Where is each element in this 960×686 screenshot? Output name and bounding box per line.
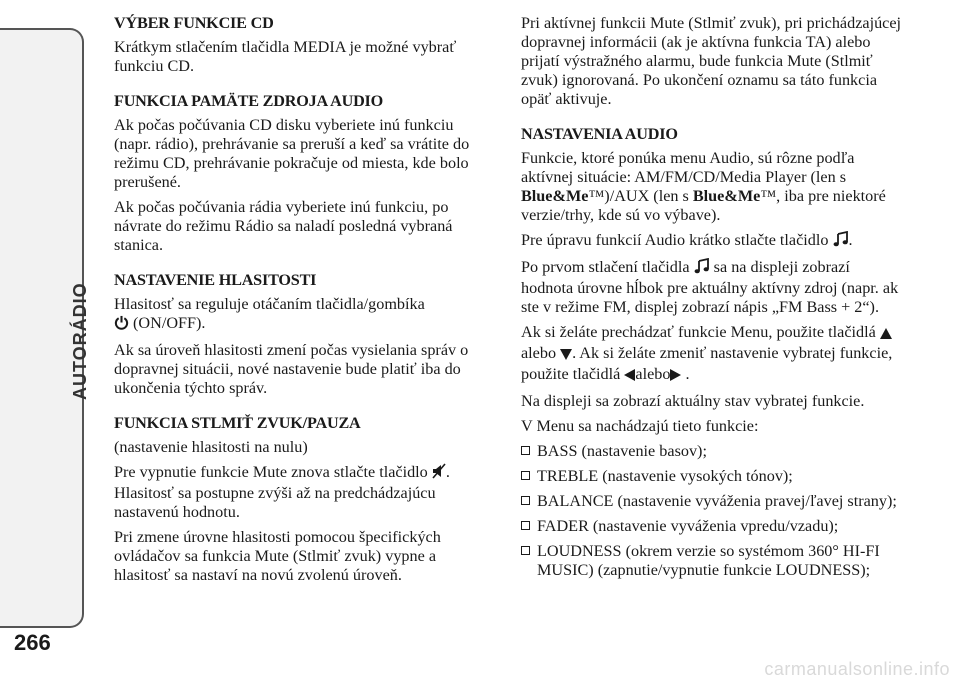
checkbox-bullet-icon <box>521 496 530 505</box>
mute-icon <box>432 463 446 484</box>
list-item <box>521 442 906 461</box>
sidebar <box>0 0 88 686</box>
audio-4-or-2: alebo <box>635 365 671 383</box>
list-item <box>521 467 906 486</box>
paragraph-memory-2: Ak počas počúvania rádia vyberiete inú funkciu, po návrate do režimu Rádio sa naladí posledná vybraná stanica. <box>114 198 453 254</box>
list-item <box>521 492 906 511</box>
audio-3-text-b: sa na displeji zobrazí hodnota úrovne hĺbok pre aktuálny aktívny zdroj (napr. ak ste v režime FM, displej zobrazí nápis „FM Bass + 2“). <box>521 258 899 316</box>
checkbox-bullet-icon <box>521 521 530 530</box>
blue-me-2: Blue&Me <box>692 187 761 205</box>
audio-4-or-1: alebo <box>521 344 557 362</box>
list-item <box>521 517 906 536</box>
paragraph-audio-2 <box>521 231 906 252</box>
audio-2-text-b: . <box>848 231 853 249</box>
list-item-text: LOUDNESS (okrem verzie so systémom 360° HI-FI MUSIC) (zapnutie/vypnutie funkcie LOUDNESS); <box>537 542 880 579</box>
audio-text-a: Funkcie, ktoré ponúka menu Audio, sú rôzne podľa aktívnej situácie: AM/FM/CD/Media Player (len s <box>521 149 855 186</box>
triangle-up-icon <box>880 325 892 344</box>
audio-text-c: ™)/AUX (len s <box>588 187 689 205</box>
music-note-icon <box>833 231 849 252</box>
audio-4-text-a: Ak si želáte prechádzať funkcie Menu, použite tlačidlá <box>521 323 876 341</box>
music-note-icon <box>694 258 710 279</box>
audio-4-text-b: . Ak si želáte zmeniť nastavenie vybratej funkcie, použite tlačidlá <box>521 344 893 383</box>
heading-cd: VÝBER FUNKCIE CD <box>114 14 274 32</box>
audio-text-d: ™, iba pre niektoré verzie/trhy, kde sú vo výbave). <box>521 187 886 224</box>
page-number: 266 <box>14 630 51 655</box>
audio-4-text-c: . <box>685 365 690 383</box>
heading-volume: NASTAVENIE HLASITOSTI <box>114 271 317 289</box>
triangle-right-icon <box>670 367 681 386</box>
blue-me-1: Blue&Me <box>521 187 589 205</box>
paragraph-mute-3: Pri aktívnej funkcii Mute (Stlmiť zvuk), pri prichádzajúcej dopravnej informácii (ak je aktívna funkcia TA) alebo prijatí výstražného alarmu, bude funkcia Mute (Stlmiť zvuk) ignorovaná. Po ukončení oznamu sa táto funkcia opäť aktivuje. <box>521 14 902 108</box>
subheading-mute: (nastavenie hlasitosti na nulu) <box>114 438 308 456</box>
paragraph-memory-1: Ak počas počúvania CD disku vyberiete inú funkciu (napr. rádio), prehrávanie sa preruší a keď sa vrátite do režimu CD, prehrávanie pokračuje od miesta, kde bolo prerušené. <box>114 116 470 191</box>
right-column <box>521 14 906 586</box>
audio-2-text-a: Pre úpravu funkcií Audio krátko stlačte tlačidlo <box>521 231 829 249</box>
mute-text-b: . Hlasitosť sa postupne zvýši až na predchádzajúcu nastavenú hodnotu. <box>114 463 450 521</box>
list-item-text: BALANCE (nastavenie vyváženia pravej/ľavej strany); <box>537 492 897 510</box>
list-item <box>521 542 906 580</box>
paragraph-audio-5: Na displeji sa zobrazí aktuálny stav vybratej funkcie. <box>521 392 865 410</box>
paragraph-audio-6: V Menu sa nachádzajú tieto funkcie: <box>521 417 759 435</box>
paragraph-mute-2: Pri zmene úrovne hlasitosti pomocou špecifických ovládačov sa funkcia Mute (Stlmiť zvuk) vypne a hlasitosť sa nastaví na novú zvolenú úroveň. <box>114 528 441 584</box>
paragraph-audio-1 <box>521 149 906 225</box>
paragraph-audio-4 <box>521 323 906 386</box>
heading-audio: NASTAVENIA AUDIO <box>521 125 678 143</box>
volume-text-a: Hlasitosť sa reguluje otáčaním tlačidla/gombíka <box>114 295 425 313</box>
paragraph-volume-2: Ak sa úroveň hlasitosti zmení počas vysielania správ o dopravnej situácii, nové nastavenie bude platiť iba do ukončenia týchto správ. <box>114 341 469 397</box>
list-item-text: BASS (nastavenie basov); <box>537 442 707 460</box>
watermark: carmanualsonline.info <box>764 659 950 679</box>
volume-text-b: (ON/OFF). <box>133 314 206 332</box>
mute-text-a: Pre vypnutie funkcie Mute znova stlačte tlačidlo <box>114 463 428 481</box>
triangle-down-icon <box>560 346 572 365</box>
paragraph-cd: Krátkym stlačením tlačidla MEDIA je možné vybrať funkciu CD. <box>114 38 457 75</box>
function-list <box>521 442 906 580</box>
paragraph-volume-1 <box>114 295 494 335</box>
list-item-text: FADER (nastavenie vyváženia vpredu/vzadu); <box>537 517 839 535</box>
left-column <box>114 14 494 591</box>
heading-mute: FUNKCIA STLMIŤ ZVUK/PAUZA <box>114 414 361 432</box>
audio-3-text-a: Po prvom stlačení tlačidla <box>521 258 690 276</box>
triangle-left-icon <box>624 367 635 386</box>
paragraph-audio-3 <box>521 258 906 317</box>
power-icon <box>114 315 129 335</box>
list-item-text: TREBLE (nastavenie vysokých tónov); <box>537 467 793 485</box>
checkbox-bullet-icon <box>521 546 530 555</box>
paragraph-mute-1 <box>114 463 494 522</box>
section-label: AUTORÁDIO <box>70 282 90 400</box>
checkbox-bullet-icon <box>521 446 530 455</box>
heading-memory: FUNKCIA PAMÄTE ZDROJA AUDIO <box>114 92 384 110</box>
checkbox-bullet-icon <box>521 471 530 480</box>
